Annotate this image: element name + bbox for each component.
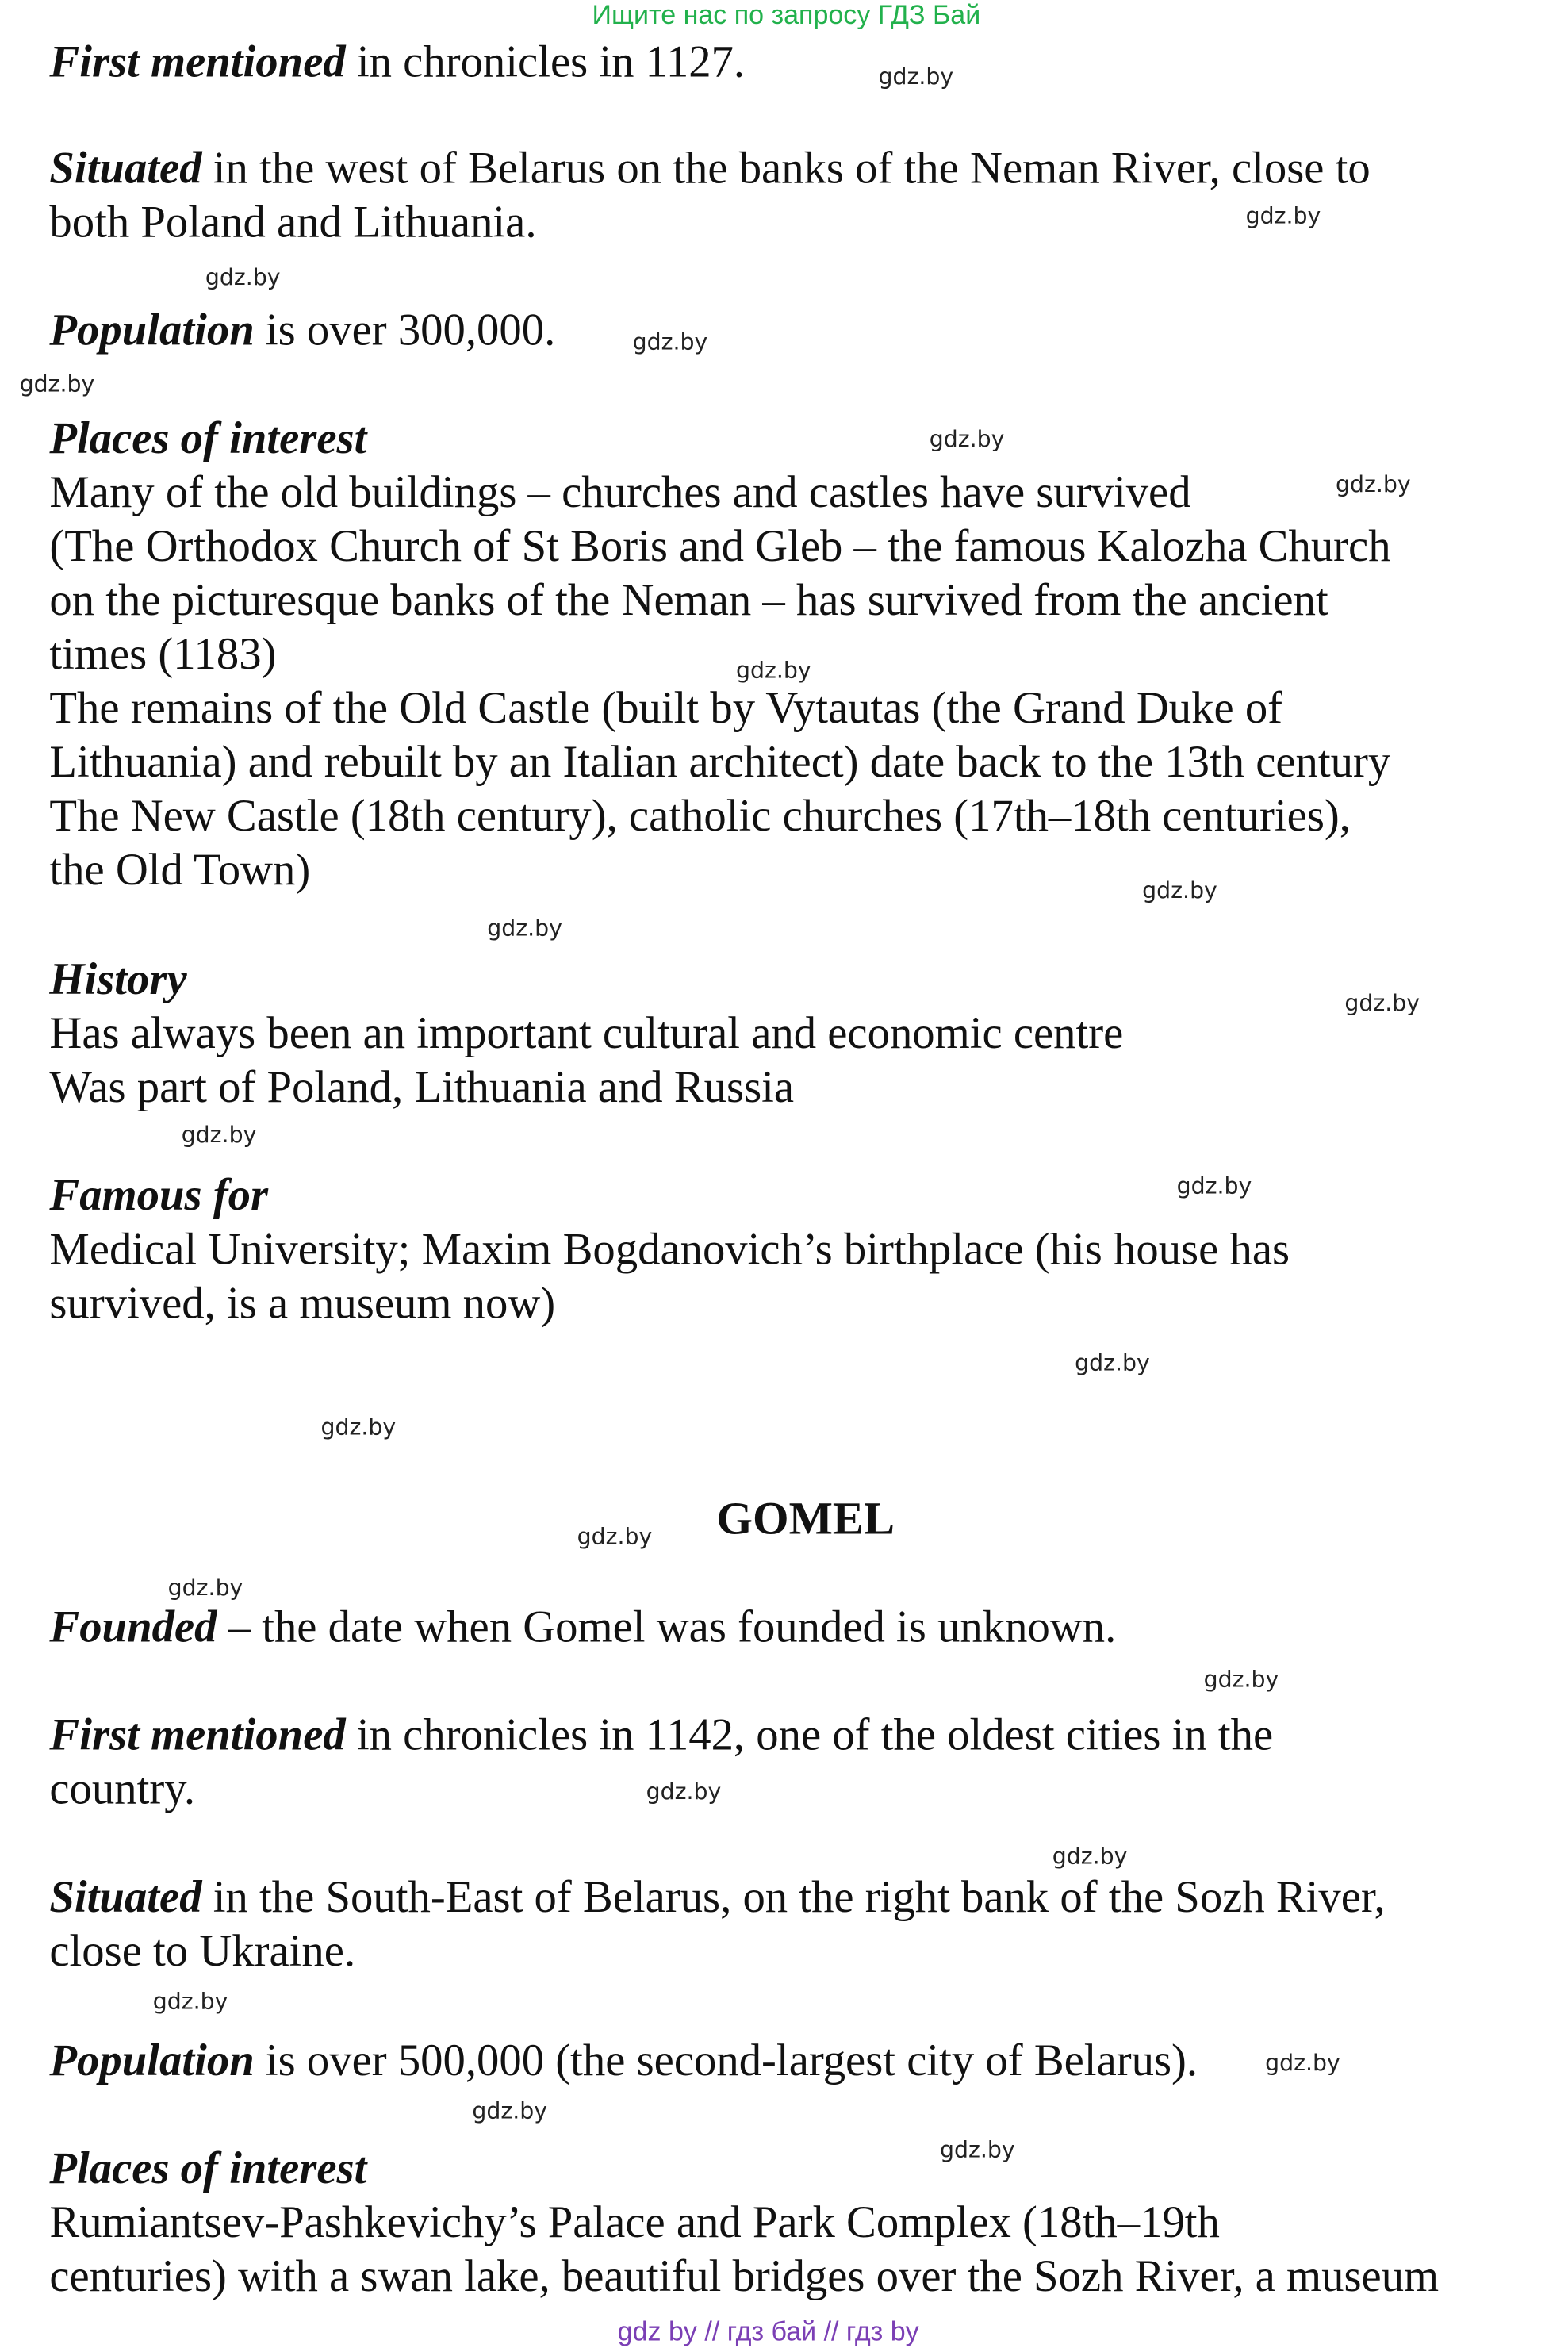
grodno-situated-line2: both Poland and Lithuania.	[49, 198, 537, 247]
grodno-places-line: times (1183)	[49, 629, 277, 680]
watermark: gdz.by	[19, 370, 95, 397]
gomel-population	[49, 2035, 1198, 2089]
grodno-famous-line: survived, is a museum now)	[49, 1279, 556, 1329]
label: First mentioned	[49, 37, 346, 87]
watermark: gdz.by	[632, 328, 708, 355]
watermark: gdz.by	[1265, 2049, 1340, 2077]
watermark: gdz.by	[1176, 1172, 1252, 1199]
value: is over 300,000.	[254, 305, 556, 355]
label: Situated	[49, 1872, 202, 1922]
grodno-places-line: Many of the old buildings – churches and castles have survived	[49, 467, 1191, 518]
watermark: gdz.by	[735, 656, 811, 684]
watermark: gdz.by	[472, 2097, 548, 2125]
value: in the west of Belarus on the banks of the Neman River, close to	[201, 144, 1371, 194]
grodno-places-line: on the picturesque banks of the Neman – has survived from the ancient	[49, 575, 1328, 626]
watermark: gdz.by	[1075, 1349, 1150, 1377]
watermark: gdz.by	[1052, 1842, 1128, 1870]
grodno-places-line: the Old Town)	[49, 845, 311, 896]
watermark: gdz.by	[1245, 202, 1321, 230]
gomel-founded	[49, 1602, 1116, 1655]
watermark: gdz.by	[878, 63, 954, 90]
grodno-history-label: History	[49, 954, 187, 1005]
watermark: gdz.by	[181, 1121, 257, 1149]
gomel-places-line: Rumiantsev-Pashkevichy’s Palace and Park Complex (18th–19th	[49, 2197, 1220, 2248]
watermark: gdz.by	[940, 2136, 1015, 2164]
label: Population	[49, 305, 255, 355]
watermark: gdz.by	[167, 1574, 243, 1602]
value: is over 500,000 (the second-largest city of Belarus).	[254, 2035, 1198, 2085]
watermark: gdz.by	[1203, 1665, 1279, 1693]
watermark: gdz.by	[487, 914, 562, 942]
grodno-places-line: Lithuania) and rebuilt by an Italian architect) date back to the 13th century	[49, 737, 1391, 788]
top-banner[interactable]: Ищите нас по запросу ГДЗ Бай	[592, 0, 981, 30]
grodno-places-line: The remains of the Old Castle (built by Vytautas (the Grand Duke of	[49, 683, 1283, 734]
grodno-population	[49, 305, 555, 359]
watermark: gdz.by	[577, 1523, 653, 1551]
value: in the South-East of Belarus, on the right bank of the Sozh River,	[201, 1872, 1386, 1922]
grodno-history-line: Has always been an important cultural and economic centre	[49, 1008, 1124, 1059]
grodno-places-label: Places of interest	[49, 413, 367, 464]
watermark: gdz.by	[205, 263, 281, 291]
label: Founded	[49, 1602, 217, 1652]
grodno-first-mentioned	[49, 36, 745, 90]
grodno-situated-line1	[49, 143, 1370, 197]
label: First mentioned	[49, 1710, 346, 1760]
value: in chronicles in 1127.	[345, 37, 746, 87]
value: – the date when Gomel was founded is unknown.	[217, 1602, 1117, 1652]
watermark: gdz.by	[1142, 877, 1217, 904]
value: in chronicles in 1142, one of the oldest cities in the	[345, 1710, 1274, 1760]
gomel-first-mentioned-line1	[49, 1709, 1273, 1763]
grodno-famous-label: Famous for	[49, 1171, 269, 1221]
watermark: gdz.by	[1344, 989, 1420, 1017]
watermark: gdz.by	[320, 1414, 397, 1441]
gomel-places-label: Places of interest	[49, 2143, 367, 2194]
grodno-famous-line: Medical University; Maxim Bogdanovich’s birthplace (his house has	[49, 1225, 1290, 1275]
gomel-heading: GOMEL	[716, 1491, 895, 1544]
footer-links[interactable]: gdz by // гдз бай // гдз by	[617, 2316, 919, 2346]
watermark: gdz.by	[646, 1778, 722, 1805]
gomel-first-mentioned-line2: country.	[49, 1764, 196, 1814]
gomel-situated-line1	[49, 1871, 1385, 1925]
watermark: gdz.by	[152, 1988, 228, 2016]
watermark: gdz.by	[929, 425, 1005, 453]
grodno-places-line: The New Castle (18th century), catholic churches (17th–18th centuries),	[49, 791, 1351, 842]
gomel-places-line: centuries) with a swan lake, beautiful bridges over the Sozh River, a museum	[49, 2251, 1440, 2302]
watermark: gdz.by	[1335, 470, 1411, 498]
label: Population	[49, 2035, 255, 2085]
gomel-situated-line2: close to Ukraine.	[49, 1926, 356, 1977]
label: Situated	[49, 144, 202, 194]
grodno-history-line: Was part of Poland, Lithuania and Russia	[49, 1063, 795, 1113]
grodno-places-line: (The Orthodox Church of St Boris and Gleb – the famous Kalozha Church	[49, 521, 1391, 572]
